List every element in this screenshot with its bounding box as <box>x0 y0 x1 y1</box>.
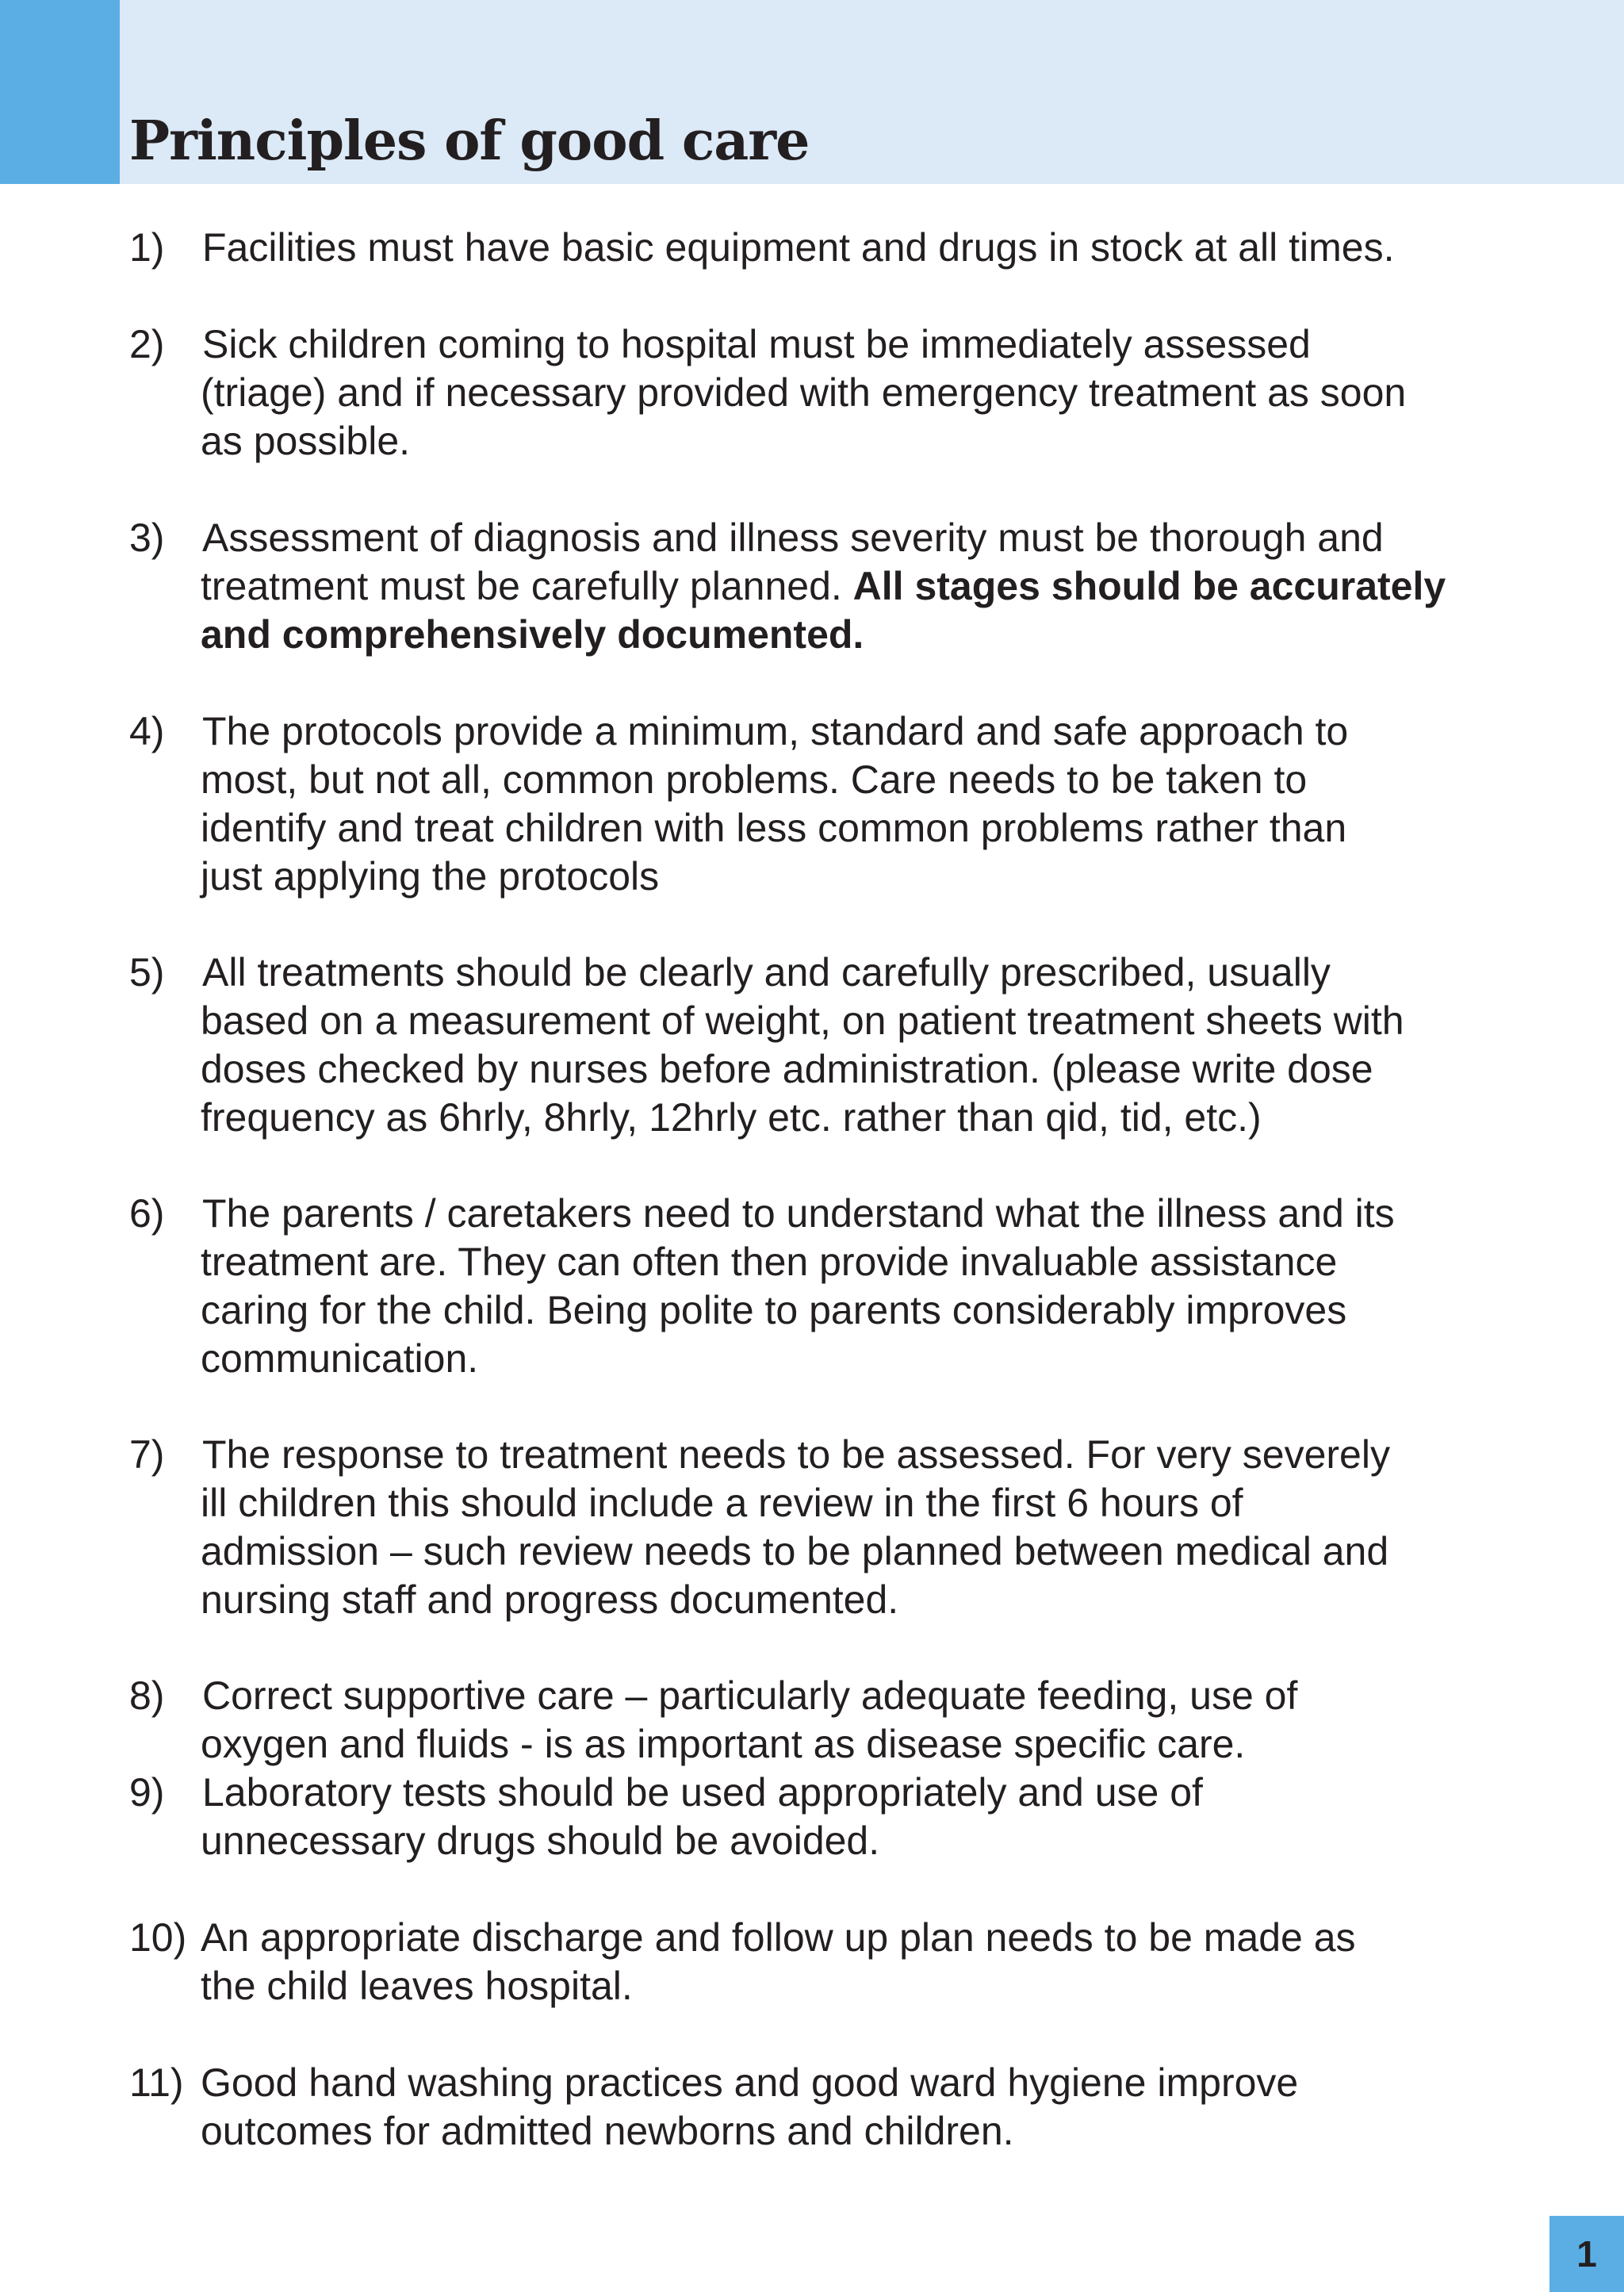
item-number: 2) <box>129 322 165 366</box>
item-line-text: treatment must be carefully planned. <box>201 564 842 608</box>
item-line: the child leaves hospital. <box>201 1964 633 2008</box>
item-line: frequency as 6hrly, 8hrly, 12hrly etc. rather than qid, tid, etc.) <box>201 1095 1262 1140</box>
item-line: Sick children coming to hospital must be immediately assessed <box>202 322 1311 366</box>
item-line: admission – such review needs to be planned between medical and <box>201 1529 1389 1573</box>
item-line: Assessment of diagnosis and illness severity must be thorough and <box>202 516 1384 560</box>
item-line: unnecessary drugs should be avoided. <box>201 1819 880 1863</box>
item-line: The protocols provide a minimum, standard and safe approach to <box>202 709 1349 753</box>
item-number: 10) <box>129 1915 187 1960</box>
page-number: 1 <box>1576 2233 1597 2275</box>
item-line-emphasis: and comprehensively documented. <box>201 612 864 657</box>
item-number: 3) <box>129 516 165 560</box>
page-title: Principles of good care <box>129 109 810 173</box>
item-line: Good hand washing practices and good ward hygiene improve <box>201 2060 1299 2105</box>
item-number: 5) <box>129 950 165 995</box>
item-line: outcomes for admitted newborns and children. <box>201 2109 1014 2153</box>
item-line: as possible. <box>201 419 411 463</box>
emphasis-text: All stages should be accurately <box>852 564 1446 608</box>
item-line: oxygen and fluids - is as important as disease specific care. <box>201 1722 1246 1766</box>
item-line: doses checked by nurses before administration. (please write dose <box>201 1047 1373 1091</box>
item-line: nursing staff and progress documented. <box>201 1577 899 1622</box>
item-line: based on a measurement of weight, on patient treatment sheets with <box>201 998 1404 1043</box>
item-line: Correct supportive care – particularly adequate feeding, use of <box>202 1673 1298 1718</box>
item-line: The response to treatment needs to be assessed. For very severely <box>202 1432 1390 1477</box>
item-number: 1) <box>129 225 165 270</box>
item-number: 11) <box>129 2060 184 2105</box>
item-line: most, but not all, common problems. Care needs to be taken to <box>201 757 1308 802</box>
item-line: treatment are. They can often then provide invaluable assistance <box>201 1240 1338 1284</box>
item-line: Laboratory tests should be used appropriately and use of <box>202 1770 1203 1815</box>
item-number: 4) <box>129 709 165 753</box>
page-number-badge <box>1549 2216 1624 2292</box>
item-number: 6) <box>129 1191 165 1236</box>
item-number: 8) <box>129 1673 165 1718</box>
item-line: ill children this should include a review in the first 6 hours of <box>201 1481 1243 1525</box>
item-line: caring for the child. Being polite to parents considerably improves <box>201 1288 1347 1332</box>
item-line <box>201 562 1446 611</box>
header-accent-bar <box>0 0 120 184</box>
item-line: Facilities must have basic equipment and drugs in stock at all times. <box>202 225 1395 270</box>
item-line: The parents / caretakers need to understand what the illness and its <box>202 1191 1395 1236</box>
item-line: (triage) and if necessary provided with emergency treatment as soon <box>201 370 1407 415</box>
item-line: identify and treat children with less common problems rather than <box>201 806 1347 850</box>
item-number: 7) <box>129 1432 165 1477</box>
item-number: 9) <box>129 1770 165 1815</box>
item-line: All treatments should be clearly and carefully prescribed, usually <box>202 950 1331 995</box>
item-line: just applying the protocols <box>201 854 660 899</box>
item-line: communication. <box>201 1336 479 1381</box>
item-line: An appropriate discharge and follow up plan needs to be made as <box>201 1915 1356 1960</box>
